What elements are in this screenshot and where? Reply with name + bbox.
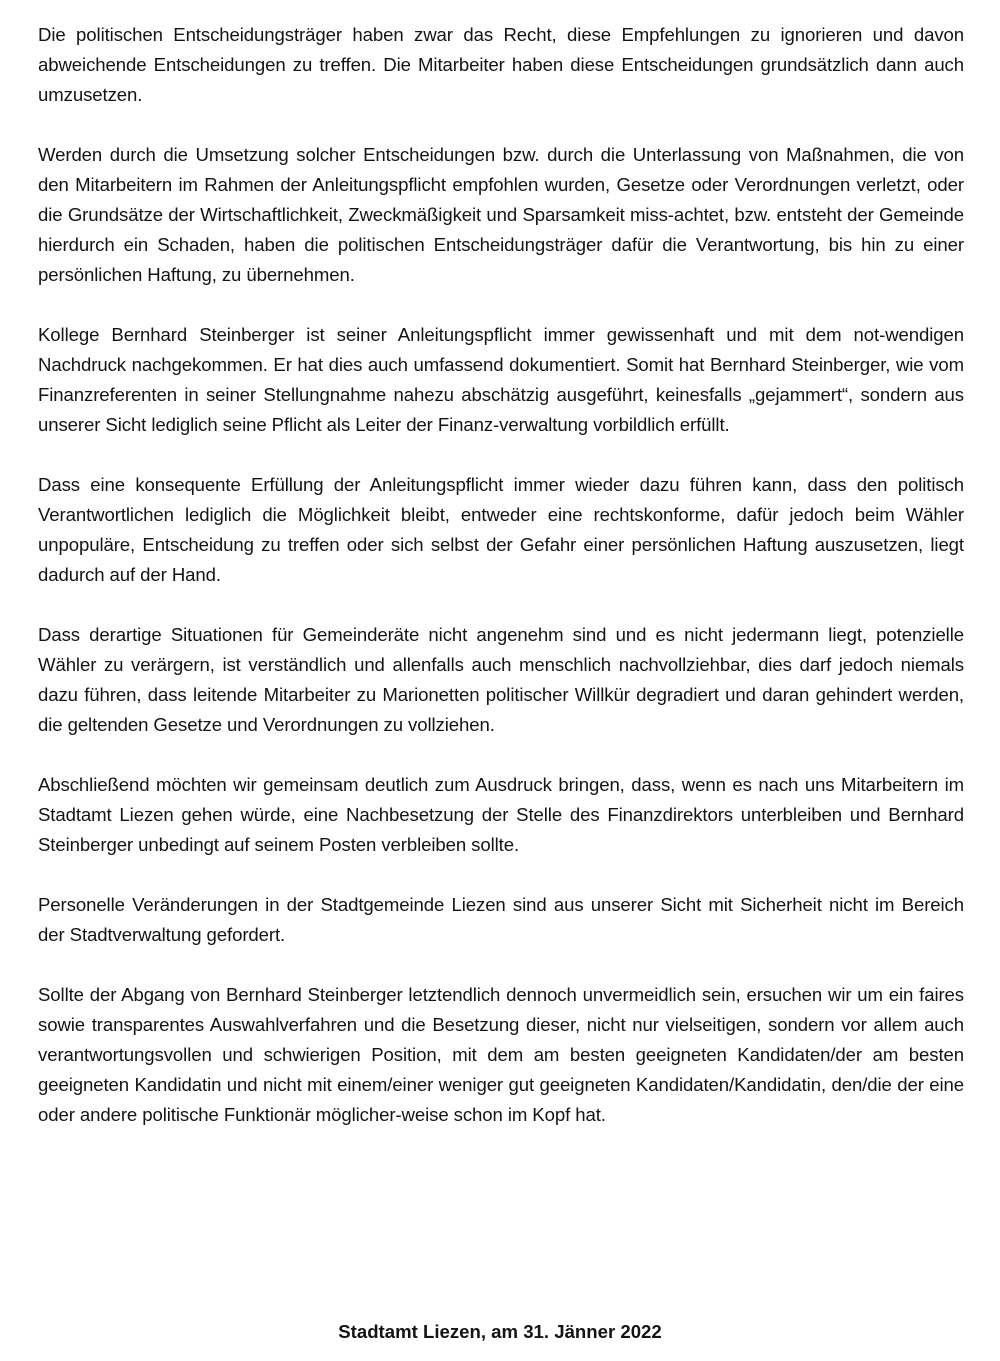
paragraph-1: Die politischen Entscheidungsträger haben zwar das Recht, diese Empfehlungen zu ignorieren und davon abweichende Entscheidungen zu treffen. Die Mitarbeiter haben diese Entscheidungen grundsätzlich dann auch umzusetzen. <box>38 24 964 105</box>
paragraph-7: Personelle Veränderungen in der Stadtgemeinde Liezen sind aus unserer Sicht mit Sicherheit nicht im Bereich der Stadtverwaltung gefordert. <box>38 894 964 945</box>
signature-line: Stadtamt Liezen, am 31. Jänner 2022 <box>338 1321 662 1342</box>
paragraph-2: Werden durch die Umsetzung solcher Entscheidungen bzw. durch die Unterlassung von Maßnahmen, die von den Mitarbeitern im Rahmen der Anleitungspflicht empfohlen wurden, Gesetze oder Verordnungen verletzt, oder die Grundsätze der Wirtschaftlichkeit, Zweckmäßigkeit und Sparsamkeit miss-achtet, bzw. entsteht der Gemeinde hierdurch ein Schaden, haben die politischen Entscheidungsträger dafür die Verantwortung, bis hin zu einer persönlichen Haftung, zu übernehmen. <box>38 144 964 285</box>
paragraph-8: Sollte der Abgang von Bernhard Steinberger letztendlich dennoch unvermeidlich sein, ersuchen wir um ein faires sowie transparentes Auswahlverfahren und die Besetzung dieser, nicht nur vielseitigen, sondern vor allem auch verantwortungsvollen und schwierigen Position, mit dem am besten geeigneten Kandidaten/der am besten geeigneten Kandidatin und nicht mit einem/einer weniger gut geeigneten Kandidaten/Kandidatin, den/die der eine oder andere politische Funktionär möglicher-weise schon im Kopf hat. <box>38 984 964 1125</box>
paragraph-3: Kollege Bernhard Steinberger ist seiner Anleitungspflicht immer gewissenhaft und mit dem not-wendigen Nachdruck nachgekommen. Er hat dies auch umfassend dokumentiert. Somit hat Bernhard Steinberger, wie vom Finanzreferenten in seiner Stellungnahme nahezu abschätzig ausgeführt, keinesfalls „gejammert“, sondern aus unserer Sicht lediglich seine Pflicht als Leiter der Finanz-verwaltung vorbildlich erfüllt. <box>38 324 964 435</box>
paragraph-6: Abschließend möchten wir gemeinsam deutlich zum Ausdruck bringen, dass, wenn es nach uns Mitarbeitern im Stadtamt Liezen gehen würde, eine Nachbesetzung der Stelle des Finanzdirektors unterbleiben und Bernhard Steinberger unbedingt auf seinem Posten verbleiben sollte. <box>38 774 964 855</box>
paragraph-4: Dass eine konsequente Erfüllung der Anleitungspflicht immer wieder dazu führen kann, dass den politisch Verantwortlichen lediglich die Möglichkeit bleibt, entweder eine rechtskonforme, dafür jedoch beim Wähler unpopuläre, Entscheidung zu treffen oder sich selbst der Gefahr einer persönlichen Haftung auszusetzen, liegt dadurch auf der Hand. <box>38 474 964 585</box>
document-body <box>38 20 964 1130</box>
paragraph-5: Dass derartige Situationen für Gemeinderäte nicht angenehm sind und es nicht jedermann liegt, potenzielle Wähler zu verärgern, ist verständlich und allenfalls auch menschlich nachvollziehbar, dies darf jedoch niemals dazu führen, dass leitende Mitarbeiter zu Marionetten politischer Willkür degradiert und daran gehindert werden, die geltenden Gesetze und Verordnungen zu vollziehen. <box>38 624 964 735</box>
